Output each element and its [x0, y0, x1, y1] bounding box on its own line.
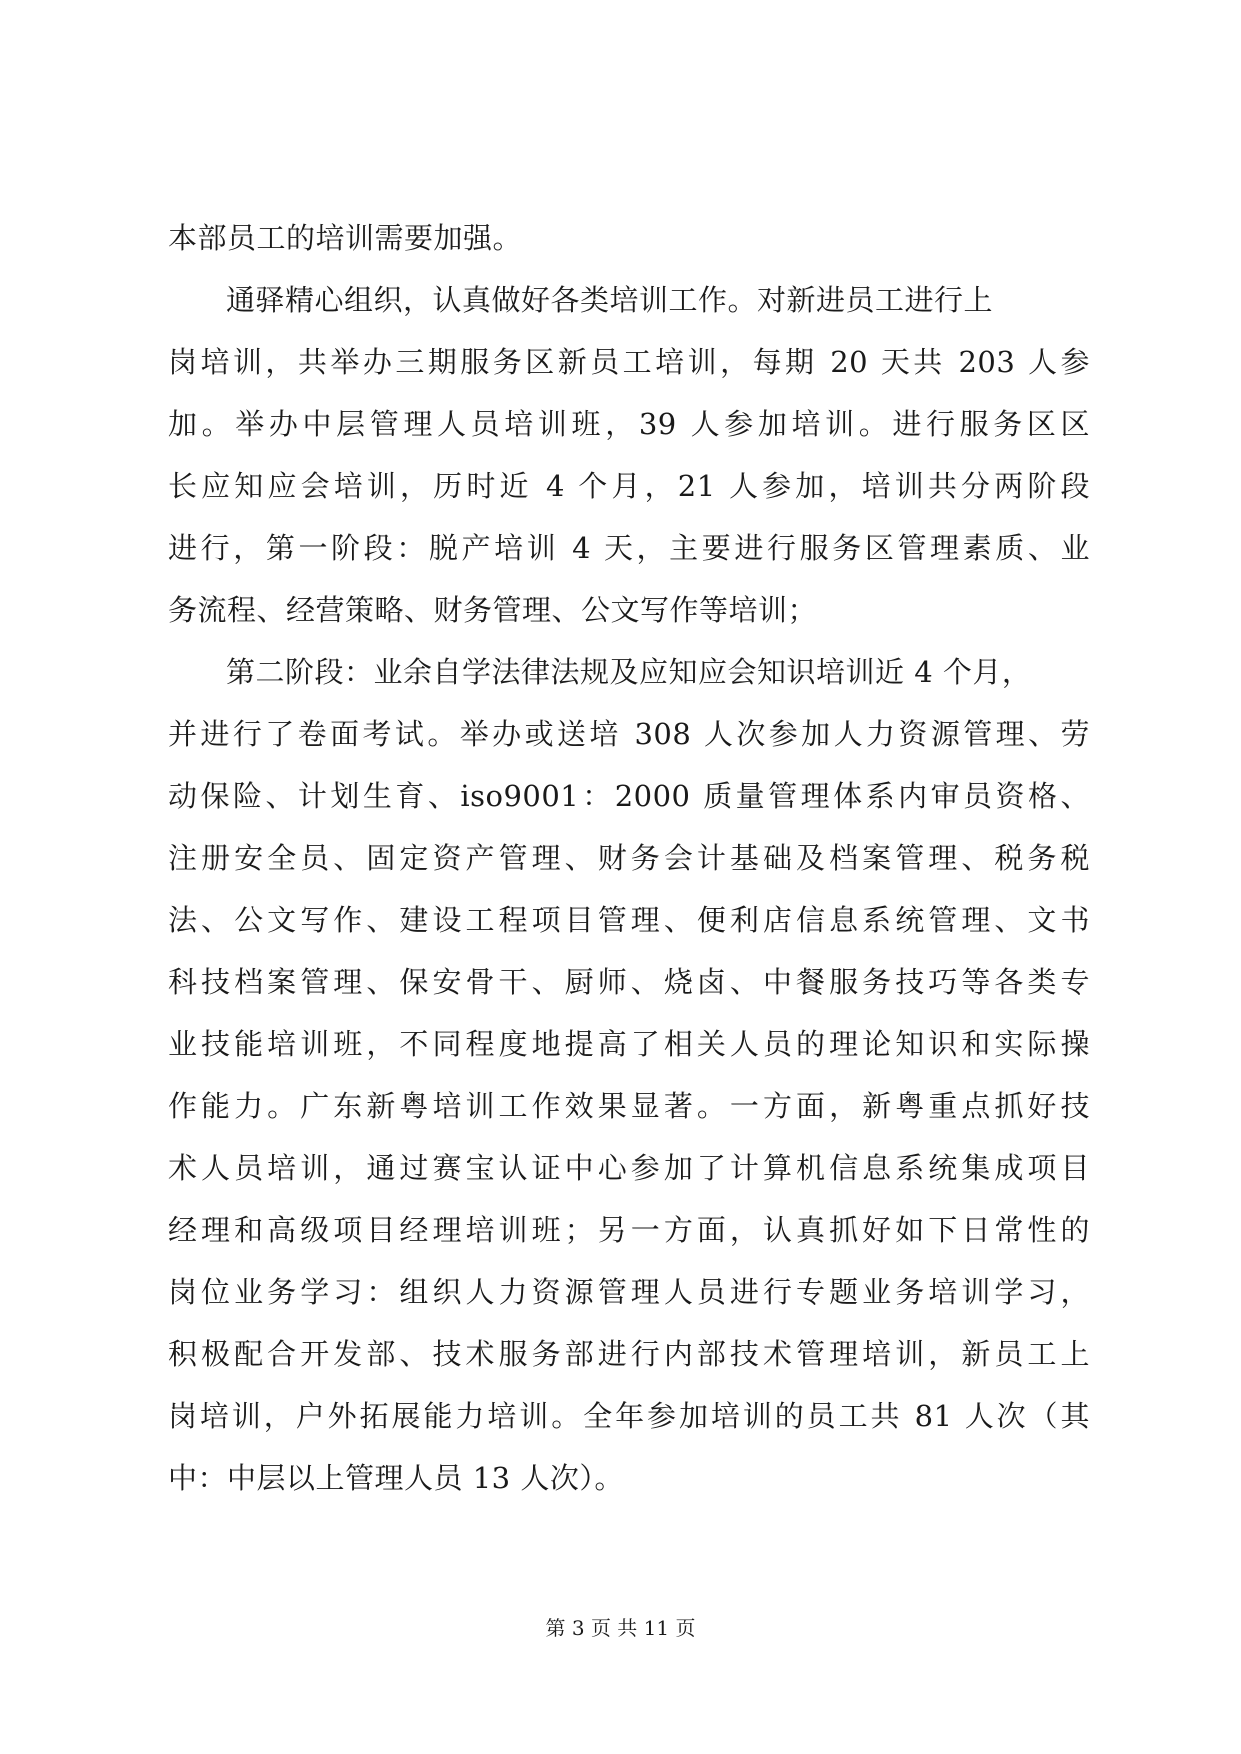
- text-line-8: 第二阶段：业余自学法律法规及应知应会知识培训近 4 个月，: [226, 655, 1032, 689]
- page-number-footer: 第 3 页 共 11 页: [545, 1616, 696, 1640]
- text-line-13: 科技档案管理、保安骨干、厨师、烧卤、中餐服务技巧等各类专: [168, 965, 1090, 999]
- text-line-15: 作能力。广东新粤培训工作效果显著。一方面，新粤重点抓好技: [168, 1089, 1090, 1123]
- text-line-9: 并进行了卷面考试。举办或送培 308 人次参加人力资源管理、劳: [168, 717, 1090, 751]
- text-line-11: 注册安全员、固定资产管理、财务会计基础及档案管理、税务税: [168, 841, 1090, 875]
- text-line-5: 长应知应会培训，历时近 4 个月，21 人参加，培训共分两阶段: [168, 469, 1090, 503]
- text-line-19: 积极配合开发部、技术服务部进行内部技术管理培训，新员工上: [168, 1337, 1090, 1371]
- text-line-21: 中：中层以上管理人员 13 人次）。: [168, 1461, 624, 1495]
- text-line-6: 进行，第一阶段：脱产培训 4 天，主要进行服务区管理素质、业: [168, 531, 1090, 565]
- text-line-17: 经理和高级项目经理培训班；另一方面，认真抓好如下日常性的: [168, 1213, 1090, 1247]
- document-body: [168, 223, 1090, 1493]
- text-line-12: 法、公文写作、建设工程项目管理、便利店信息系统管理、文书: [168, 903, 1090, 937]
- text-line-4: 加。举办中层管理人员培训班，39 人参加培训。进行服务区区: [168, 407, 1090, 441]
- text-line-3: 岗培训，共举办三期服务区新员工培训，每期 20 天共 203 人参: [168, 345, 1090, 379]
- text-line-10: 动保险、计划生育、iso9001：2000 质量管理体系内审员资格、: [168, 779, 1090, 813]
- text-line-18: 岗位业务学习：组织人力资源管理人员进行专题业务培训学习，: [168, 1275, 1090, 1309]
- text-line-7: 务流程、经营策略、财务管理、公文写作等培训；: [168, 593, 818, 627]
- text-line-14: 业技能培训班，不同程度地提高了相关人员的理论知识和实际操: [168, 1027, 1090, 1061]
- text-line-16: 术人员培训，通过赛宝认证中心参加了计算机信息系统集成项目: [168, 1151, 1090, 1185]
- text-line-20: 岗培训，户外拓展能力培训。全年参加培训的员工共 81 人次（其: [168, 1399, 1090, 1433]
- text-line-1: 本部员工的培训需要加强。: [168, 221, 523, 255]
- text-line-2: 通驿精心组织，认真做好各类培训工作。对新进员工进行上: [226, 283, 994, 317]
